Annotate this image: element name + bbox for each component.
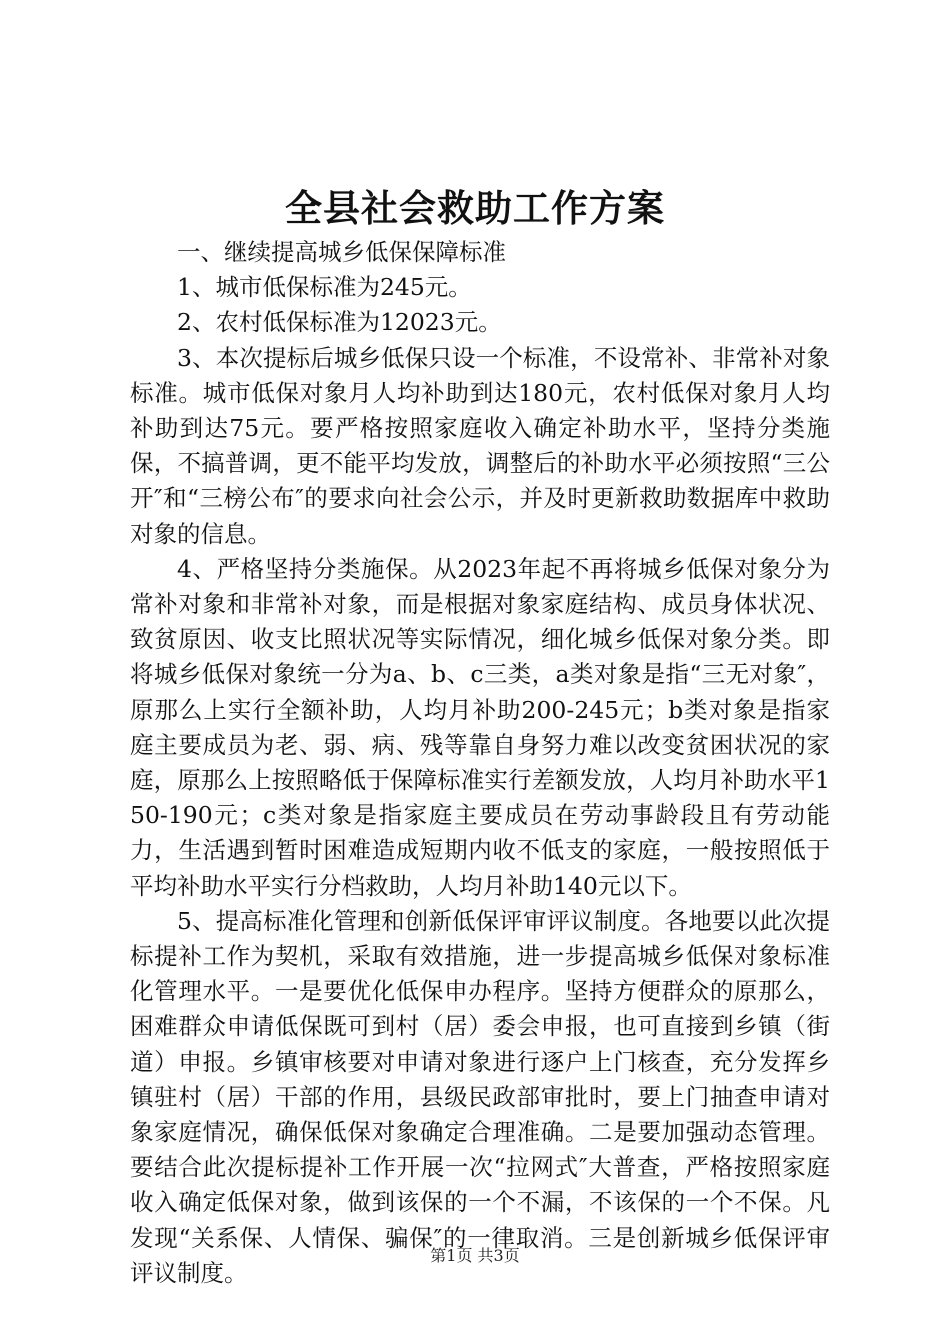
document-body (130, 235, 830, 1291)
page-footer: 第1页 共3页 (430, 1246, 520, 1265)
section-heading: 一、继续提高城乡低保保障标准 (177, 238, 506, 266)
document-title: 全县社会救助工作方案 (285, 186, 665, 230)
paragraph-urban-standard: 1、城市低保标准为245元。 (177, 273, 472, 302)
paragraph-rural-standard: 2、农村低保标准为12023元。 (177, 308, 502, 337)
paragraph-management: 5、提高标准化管理和创新低保评审评议制度。各地要以此次提标提补工作为契机，采取有效措施，进一步提高城乡低保对象标准化管理水平。一是要优化低保申办程序。坚持方便群众的原那么，困难群众申请低保既可到村（居）委会申报，也可直接到乡镇（街道）申报。乡镇审核要对申请对象进行逐户上门核查，充分发挥乡镇驻村（居）干部的作用，县级民政部审批时，要上门抽查申请对象家庭情况，确保低保对象确定合理准确。二是要加强动态管理。要结合此次提标提补工作开展一次“拉网式″大普查，严格按照家庭收入确定低保对象，做到该保的一个不漏，不该保的一个不保。凡发现“关系保、人情保、骗保″的一律取消。三是创新城乡低保评审评议制度。 (130, 906, 830, 1287)
paragraph-classification: 4、严格坚持分类施保。从2023年起不再将城乡低保对象分为常补对象和非常补对象，而是根据对象家庭结构、成员身体状况、致贫原因、收支比照状况等实际情况，细化城乡低保对象分类。即将城乡低保对象统一分为a、b、c三类，a类对象是指“三无对象″，原那么上实行全额补助，人均月补助200-245元；b类对象是指家庭主要成员为老、弱、病、残等靠自身努力难以改变贫困状况的家庭，原那么上按照略低于保障标准实行差额发放，人均月补助水平150-190元；c类对象是指家庭主要成员在劳动事龄段且有劳动能力，生活遇到暂时困难造成短期内收不低支的家庭，一般按照低于平均补助水平实行分档救助，人均月补助140元以下。 (130, 554, 830, 900)
paragraph-single-standard: 3、本次提标后城乡低保只设一个标准，不设常补、非常补对象标准。城市低保对象月人均补助到达180元，农村低保对象月人均补助到达75元。要严格按照家庭收入确定补助水平，坚持分类施保，不搞普调，更不能平均发放，调整后的补助水平必须按照“三公开″和“三榜公布″的要求向社会公示，并及时更新救助数据库中救助对象的信息。 (130, 343, 830, 548)
